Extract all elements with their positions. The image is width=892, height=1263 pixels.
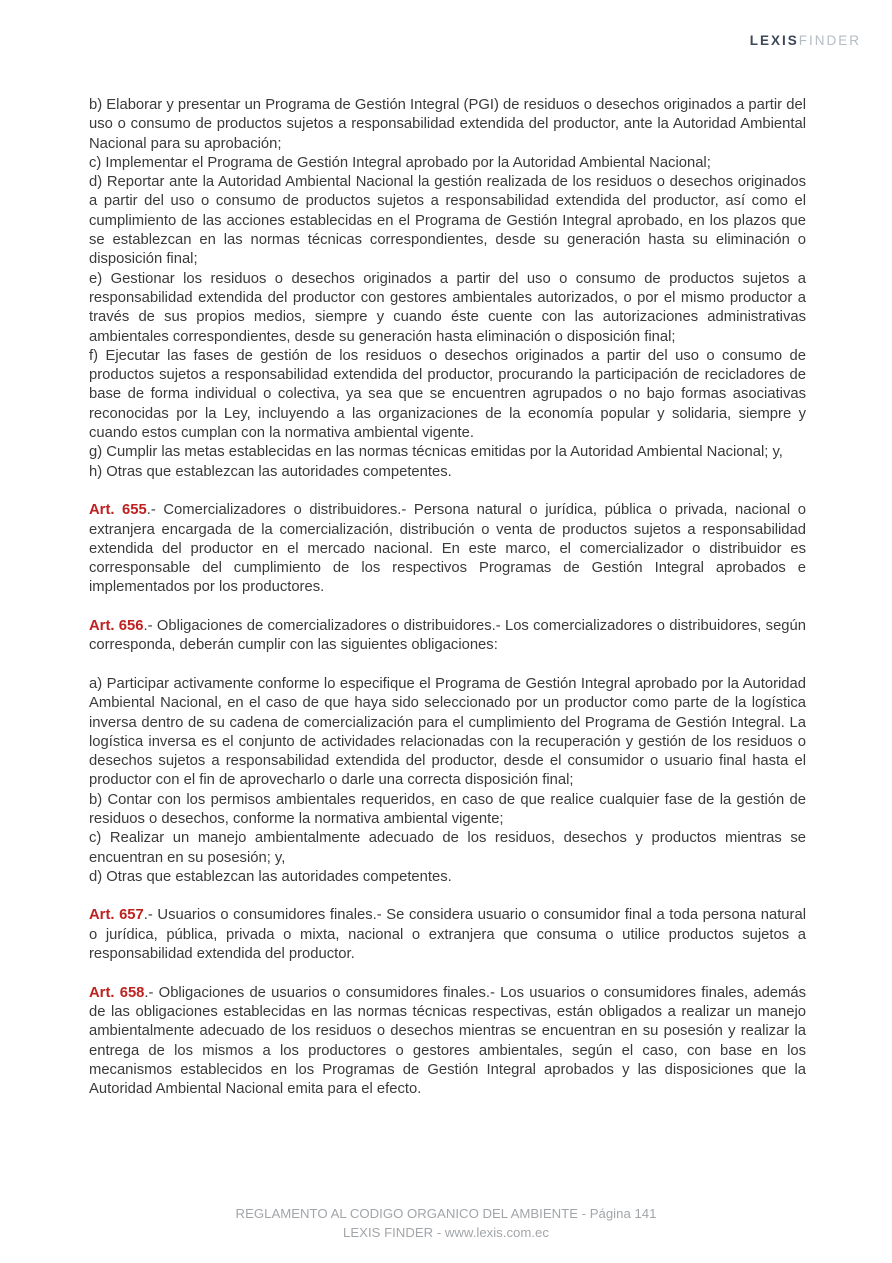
article-number: Art. 657 bbox=[89, 907, 144, 924]
paragraph-text: e) Gestionar los residuos o desechos originados a partir del uso o consumo de productos sujetos a responsabilidad extendida del productor con gestores ambientales autorizados, o por el mismo productor a través de sus propios medios, siempre y cuando éste cuente con las autorizaciones administrativas ambientales correspondientes, desde su generación hasta eliminación o disposición final; bbox=[89, 270, 806, 345]
clause-item bbox=[89, 868, 806, 887]
clause-item bbox=[89, 173, 806, 269]
paragraph-text: a) Participar activamente conforme lo especifique el Programa de Gestión Integral aprobado por la Autoridad Ambiental Nacional, en el caso de que haya sido seleccionado por un productor como parte de la logística inversa dentro de su cadena de comercialización para el cumplimiento del Programa de Gestión Integral. La logística inversa es el conjunto de actividades relacionadas con la recuperación y gestión de los residuos o desechos sujetos a responsabilidad extendida del productor, desde el consumidor o usuario final hasta el productor con el fin de aprovecharlo o darle una correcta disposición final; bbox=[89, 675, 806, 789]
article-paragraph bbox=[89, 501, 806, 597]
paragraph-text: c) Realizar un manejo ambientalmente adecuado de los residuos, desechos y productos mientras se encuentran en su posesión; y, bbox=[89, 830, 806, 866]
logo-lexis-text: LEXIS bbox=[749, 33, 799, 48]
paragraph-text: b) Contar con los permisos ambientales requeridos, en caso de que realice cualquier fase de la gestión de residuos o desechos, conforme la normativa ambiental vigente; bbox=[89, 791, 806, 827]
article-paragraph bbox=[89, 617, 806, 656]
clause-item bbox=[89, 270, 806, 347]
article-number: Art. 658 bbox=[89, 984, 145, 1001]
clause-item bbox=[89, 829, 806, 868]
clause-item bbox=[89, 443, 806, 462]
article-paragraph bbox=[89, 906, 806, 964]
paragraph-text: c) Implementar el Programa de Gestión Integral aprobado por la Autoridad Ambiental Nacional; bbox=[89, 154, 711, 171]
article-number: Art. 655 bbox=[89, 502, 147, 519]
clause-item bbox=[89, 463, 806, 482]
footer-source: LEXIS FINDER - www.lexis.com.ec bbox=[343, 1225, 549, 1240]
lexisfinder-logo bbox=[750, 33, 861, 48]
clause-item bbox=[89, 675, 806, 791]
clause-item bbox=[89, 347, 806, 443]
paragraph-text: .- Obligaciones de usuarios o consumidores finales.- Los usuarios o consumidores finales, además de las obligaciones establecidas en las normas técnicas respectivas, están obligados a realizar un manejo ambientalmente adecuado de los residuos o desechos mientras se encuentran en su posesión y realizar la entrega de los mismos a los productores o gestores ambientales, según el caso, con base en los mecanismos establecidos en los Programas de Gestión Integral aprobados y las disposiciones que la Autoridad Ambiental Nacional emita para el efecto. bbox=[89, 984, 806, 1098]
paragraph-text: d) Reportar ante la Autoridad Ambiental Nacional la gestión realizada de los residuos o desechos originados a partir del uso o consumo de productos sujetos a responsabilidad extendida del productor, así como el cumplimiento de las acciones establecidas en el Programa de Gestión Integral aprobado, en los plazos que se establezcan en las normas técnicas correspondientes, desde su generación hasta su eliminación o disposición final; bbox=[89, 174, 806, 268]
paragraph-text: f) Ejecutar las fases de gestión de los residuos o desechos originados a partir del uso o consumo de productos sujetos a responsabilidad extendida del productor, procurando la participación de recicladores de base de forma individual o colectiva, ya sea que se encuentren agrupados o no bajo formas asociativas reconocidas por la Ley, incluyendo a las organizaciones de la economía popular y solidaria, siempre y cuando estos cumplan con la normativa ambiental vigente. bbox=[89, 347, 806, 442]
article-paragraph bbox=[89, 984, 806, 1100]
clause-item bbox=[89, 154, 806, 173]
paragraph-text: b) Elaborar y presentar un Programa de Gestión Integral (PGI) de residuos o desechos originados a partir del uso o consumo de productos sujetos a responsabilidad extendida del productor, ante la Autoridad Ambiental Nacional para su aprobación; bbox=[89, 97, 806, 152]
clause-item bbox=[89, 96, 806, 154]
article-number: Art. 656 bbox=[89, 618, 144, 635]
paragraph-text: .- Comercializadores o distribuidores.- Persona natural o jurídica, pública o privada, nacional o extranjera encargada de la comercialización, distribución o venta de productos sujetos a responsabilidad extendida del productor en el mercado nacional. En este marco, el comercializador o distribuidor es corresponsable del cumplimiento de los respectivos Programas de Gestión Integral aprobados e implementados por los productores. bbox=[89, 502, 806, 596]
paragraph-text: g) Cumplir las metas establecidas en las normas técnicas emitidas por la Autoridad Ambiental Nacional; y, bbox=[89, 444, 783, 461]
paragraph-text: d) Otras que establezcan las autoridades competentes. bbox=[89, 868, 452, 885]
paragraph-text: h) Otras que establezcan las autoridades competentes. bbox=[89, 463, 452, 480]
paragraph-text: .- Usuarios o consumidores finales.- Se considera usuario o consumidor final a toda persona natural o jurídica, pública, privada o mixta, nacional o extranjera que consuma o utilice productos sujetos a responsabilidad extendida del productor. bbox=[89, 907, 806, 963]
logo-finder-text: FINDER bbox=[798, 33, 861, 48]
footer-document-title: REGLAMENTO AL CODIGO ORGANICO DEL AMBIENTE - Página 141 bbox=[235, 1206, 657, 1221]
clause-item bbox=[89, 791, 806, 830]
paragraph-text: .- Obligaciones de comercializadores o distribuidores.- Los comercializadores o distribuidores, según corresponda, deberán cumplir con las siguientes obligaciones: bbox=[89, 618, 806, 654]
document-body bbox=[89, 96, 806, 1099]
page-footer bbox=[0, 1204, 892, 1242]
